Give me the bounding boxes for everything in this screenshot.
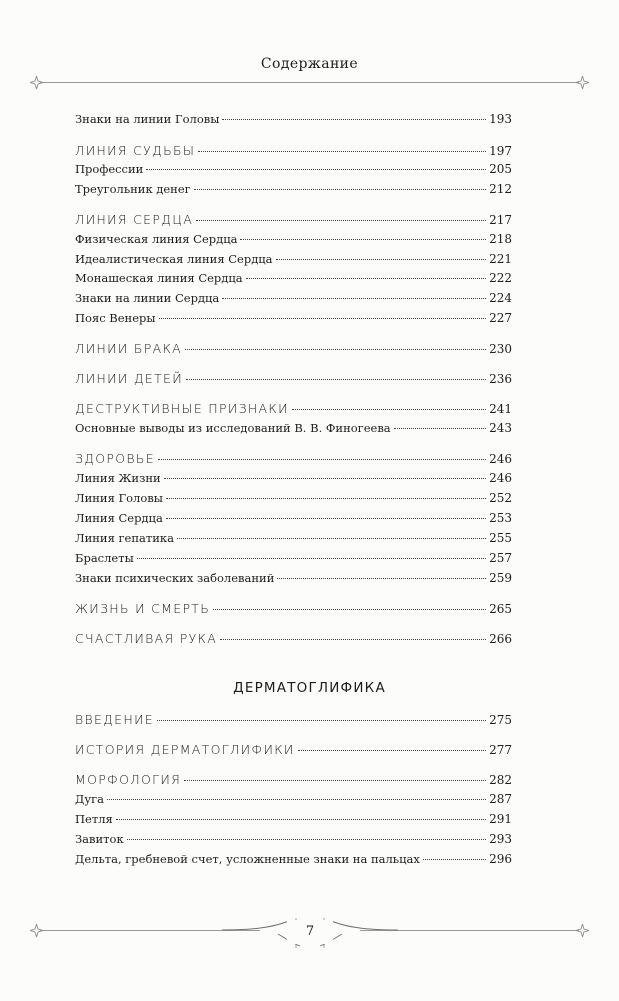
toc-entry-title: Линия Жизни	[75, 471, 161, 485]
toc-entry-title: Линия Головы	[75, 491, 163, 505]
toc-page-number: 259	[489, 571, 512, 585]
dot-leader	[185, 349, 486, 350]
toc-entry-title: Монашеская линия Сердца	[75, 271, 243, 285]
dot-leader	[194, 189, 486, 190]
toc-chapter-entry	[75, 341, 512, 356]
toc-entry-title: Физическая линия Сердца	[75, 232, 238, 246]
dot-leader	[394, 428, 486, 429]
toc-subentry	[75, 832, 512, 846]
toc-chapter-entry	[75, 212, 512, 227]
toc-entry-title: Браслеты	[75, 551, 134, 565]
toc-chapter-entry	[75, 401, 512, 416]
toc-subentry	[75, 491, 512, 505]
toc-entry-title: Петля	[75, 812, 113, 826]
toc-entry-title: Завиток	[75, 832, 124, 846]
dot-leader	[246, 278, 486, 279]
dot-leader	[184, 780, 486, 781]
toc-entry-title: Линия гепатика	[75, 531, 174, 545]
diamond-ornament-icon	[30, 924, 43, 937]
toc-page-number: 277	[489, 743, 512, 757]
toc-page-number: 255	[489, 531, 512, 545]
toc-chapter-entry	[75, 451, 512, 466]
toc-entry-title: СЧАСТЛИВАЯ РУКА	[75, 631, 218, 646]
toc-entry-title: ЛИНИЯ СЕРДЦА	[75, 212, 194, 227]
toc-entry-title: Дуга	[75, 792, 104, 806]
toc-page-number: 253	[489, 511, 512, 525]
toc-entry-title: Пояс Венеры	[75, 311, 156, 325]
header-rule	[40, 82, 579, 83]
toc-entry-title: Знаки на линии Головы	[75, 112, 220, 126]
toc-subentry	[75, 531, 512, 545]
toc-entry-title: ДЕСТРУКТИВНЫЕ ПРИЗНАКИ	[75, 401, 289, 416]
toc-page-number: 257	[489, 551, 512, 565]
dot-leader	[220, 639, 486, 640]
dot-leader	[146, 169, 486, 170]
toc-page-number: 236	[489, 372, 512, 386]
dot-leader	[116, 819, 486, 820]
toc-entry-title: ЛИНИЯ СУДЬБЫ	[75, 143, 196, 158]
toc-entry-title: МОРФОЛОГИЯ	[75, 772, 182, 787]
toc-entry-title: Треугольник денег	[75, 182, 191, 196]
toc-page-number: 243	[489, 421, 512, 435]
toc-chapter-entry	[75, 143, 512, 158]
dot-leader	[127, 839, 486, 840]
toc-chapter-entry	[75, 712, 512, 727]
toc-entry-title: Профессии	[75, 162, 144, 176]
toc-subentry	[75, 551, 512, 565]
dot-leader	[159, 318, 487, 319]
toc-page-number: 265	[489, 602, 512, 616]
toc-page-number: 227	[489, 311, 512, 325]
dot-leader	[198, 151, 486, 152]
dot-leader	[166, 518, 486, 519]
toc-entry-title: ЖИЗНЬ И СМЕРТЬ	[75, 601, 211, 616]
toc-subentry	[75, 511, 512, 525]
toc-chapter-entry	[75, 742, 512, 757]
toc-subentry	[75, 112, 512, 126]
dot-leader	[292, 409, 486, 410]
toc-chapter-entry	[75, 371, 512, 386]
toc-page-number: 246	[489, 452, 512, 466]
toc-page-number: 230	[489, 342, 512, 356]
toc-page-number: 275	[489, 713, 512, 727]
toc-page-number: 246	[489, 471, 512, 485]
toc-chapter-entry	[75, 631, 512, 646]
dot-leader	[240, 239, 486, 240]
toc-subentry	[75, 162, 512, 176]
toc-subentry	[75, 471, 512, 485]
toc-entry-title: Знаки психических заболеваний	[75, 571, 275, 585]
toc-page-number: 222	[489, 271, 512, 285]
toc-page-number: 224	[489, 291, 512, 305]
toc-page-number: 293	[489, 832, 512, 846]
toc-subentry	[75, 421, 512, 435]
dot-leader	[213, 609, 486, 610]
toc-page-number: 212	[489, 182, 512, 196]
toc-subentry	[75, 571, 512, 585]
dot-leader	[177, 538, 486, 539]
toc-subentry	[75, 852, 512, 866]
toc-entry-title: ЛИНИИ БРАКА	[75, 341, 183, 356]
toc-subentry	[75, 311, 512, 325]
toc-entry-title: Основные выводы из исследований В. В. Финогеева	[75, 421, 391, 435]
toc-entry-title: ВВЕДЕНИЕ	[75, 712, 155, 727]
toc-page-number: 282	[489, 773, 512, 787]
toc-subentry	[75, 812, 512, 826]
dot-leader	[423, 859, 486, 860]
section-title: ДЕРМАТОГЛИФИКА	[233, 680, 386, 696]
toc-page-number: 291	[489, 812, 512, 826]
toc-entry-title: Идеалистическая линия Сердца	[75, 252, 273, 266]
dot-leader	[196, 220, 486, 221]
dot-leader	[222, 119, 486, 120]
toc-chapter-entry	[75, 772, 512, 787]
toc-entry-title: Линия Сердца	[75, 511, 163, 525]
toc-entry-title: Дельта, гребневой счет, усложненные знаки на пальцах	[75, 852, 420, 866]
toc-chapter-entry	[75, 601, 512, 616]
toc-subentry	[75, 182, 512, 196]
toc-page-number: 197	[489, 144, 512, 158]
page-number: 7	[287, 920, 333, 944]
dot-leader	[277, 578, 486, 579]
diamond-ornament-icon	[576, 924, 589, 937]
toc-page-number: 241	[489, 402, 512, 416]
dot-leader	[137, 558, 486, 559]
dot-leader	[158, 459, 486, 460]
toc-page-number: 296	[489, 852, 512, 866]
dot-leader	[298, 750, 486, 751]
toc-subentry	[75, 271, 512, 285]
dot-leader	[157, 720, 486, 721]
toc-entry-title: ЛИНИИ ДЕТЕЙ	[75, 371, 183, 386]
toc-subentry	[75, 232, 512, 246]
header-title: Содержание	[260, 56, 359, 72]
toc-subentry	[75, 792, 512, 806]
dot-leader	[186, 379, 486, 380]
toc-page-number: 221	[489, 252, 512, 266]
diamond-ornament-icon	[576, 76, 589, 89]
toc-subentry	[75, 291, 512, 305]
dot-leader	[107, 799, 486, 800]
toc-page-number: 193	[489, 112, 512, 126]
toc-page-number: 266	[489, 632, 512, 646]
dot-leader	[166, 498, 486, 499]
toc-page-number: 252	[489, 491, 512, 505]
dot-leader	[222, 298, 486, 299]
dot-leader	[276, 259, 487, 260]
toc-page-number: 217	[489, 213, 512, 227]
toc-page-number: 205	[489, 162, 512, 176]
toc-page-number: 218	[489, 232, 512, 246]
toc-page-number: 287	[489, 792, 512, 806]
diamond-ornament-icon	[30, 76, 43, 89]
toc-entry-title: Знаки на линии Сердца	[75, 291, 220, 305]
toc-entry-title: ЗДОРОВЬЕ	[75, 451, 155, 466]
dot-leader	[164, 478, 486, 479]
toc-entry-title: ИСТОРИЯ ДЕРМАТОГЛИФИКИ	[75, 742, 295, 757]
toc-subentry	[75, 252, 512, 266]
